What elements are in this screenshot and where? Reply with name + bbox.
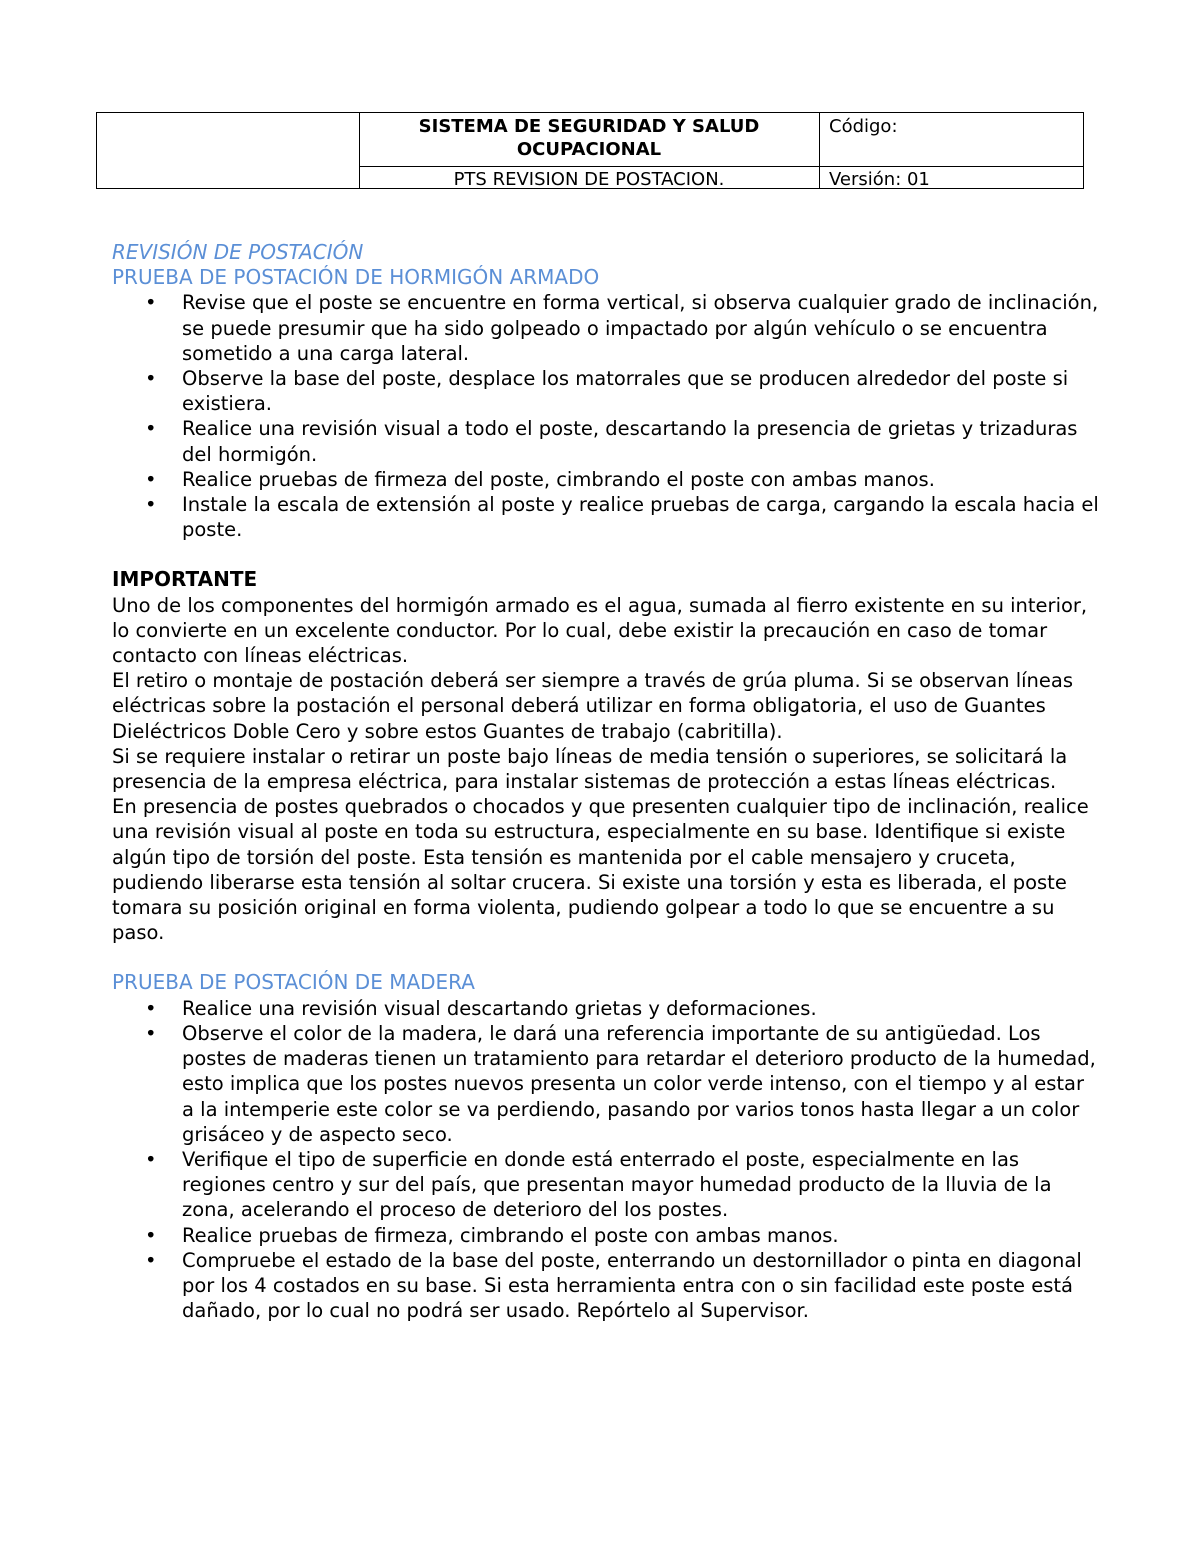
main-heading: REVISIÓN DE POSTACIÓN bbox=[112, 240, 364, 264]
list-item: • Compruebe el estado de la base del poste, enterrando un destornillador o pinta en diagonal por los 4 costados en su base. Si esta herramienta entra con o sin facilidad este poste está dañado, por lo cual no podrá ser usado. Repórtelo al Supervisor. bbox=[145, 1248, 1082, 1323]
procedure-name: PTS REVISION DE POSTACION. bbox=[453, 169, 725, 190]
section-heading-hormigon: PRUEBA DE POSTACIÓN DE HORMIGÓN ARMADO bbox=[112, 265, 600, 290]
list-item: • Instale la escala de extensión al poste y realice pruebas de carga, cargando la escala hacia el poste. bbox=[145, 493, 1099, 542]
header-divider bbox=[819, 113, 820, 188]
bullet-icon: • bbox=[145, 417, 157, 441]
madera-checklist bbox=[112, 996, 1102, 1324]
bullet-icon: • bbox=[145, 996, 157, 1020]
bullet-icon: • bbox=[145, 1147, 157, 1171]
system-title: SISTEMA DE SEGURIDAD Y SALUD OCUPACIONAL bbox=[418, 116, 760, 160]
section-heading-madera: PRUEBA DE POSTACIÓN DE MADERA bbox=[112, 970, 475, 995]
bullet-icon: • bbox=[145, 1248, 157, 1272]
list-item: • Realice pruebas de firmeza del poste, cimbrando el poste con ambas manos. bbox=[145, 467, 935, 491]
list-item: • Realice pruebas de firmeza, cimbrando el poste con ambas manos. bbox=[145, 1223, 839, 1247]
list-item: • Verifique el tipo de superficie en donde está enterrado el poste, especialmente en las regiones centro y sur del país, que presentan mayor humedad producto de la lluvia de la zona, acelerando el proceso de deterioro del los postes. bbox=[145, 1147, 1052, 1222]
hormigon-checklist bbox=[112, 290, 1102, 542]
version-label: Versión: 01 bbox=[829, 169, 930, 190]
important-paragraph: El retiro o montaje de postación deberá ser siempre a través de grúa pluma. Si se observan líneas eléctricas sobre la postación el personal deberá utilizar en forma obligatoria, el uso de Guantes Dieléctricos Doble Cero y sobre estos Guantes de trabajo (cabritilla). bbox=[112, 669, 1074, 743]
important-paragraph: Uno de los componentes del hormigón armado es el agua, sumada al fierro existente en su interior, lo convierte en un excelente conductor. Por lo cual, debe existir la precaución en caso de tomar contacto con líneas eléctricas. bbox=[112, 593, 1088, 668]
list-item: • Observe el color de la madera, le dará una referencia importante de su antigüedad. Los postes de maderas tienen un tratamiento para retardar el deterioro producto de la humedad, esto implica que los postes nuevos presenta un color verde intenso, con el tiempo y al estar a la intemperie este color se va perdiendo, pasando por varios tonos hasta llegar a un color grisáceo y de aspecto seco. bbox=[145, 1021, 1096, 1146]
document-body bbox=[112, 240, 1102, 1323]
header-table bbox=[96, 112, 1084, 189]
bullet-icon: • bbox=[145, 367, 157, 391]
important-paragraph: En presencia de postes quebrados o chocados y que presenten cualquier tipo de inclinación, realice una revisión visual al poste en toda su estructura, especialmente en su base. Identifique si existe algún tipo de torsión del poste. Esta tensión es mantenida por el cable mensajero y cruceta, pudiendo liberarse esta tensión al soltar crucera. Si existe una torsión y esta es liberada, el poste tomara su posición original en forma violenta, pudiendo golpear a todo lo que se encuentre a su paso. bbox=[112, 795, 1089, 945]
bullet-icon: • bbox=[145, 1021, 157, 1045]
bullet-icon: • bbox=[145, 291, 157, 315]
bullet-icon: • bbox=[145, 493, 157, 517]
important-paragraph: Si se requiere instalar o retirar un poste bajo líneas de media tensión o superiores, se solicitará la presencia de la empresa eléctrica, para instalar sistemas de protección a estas líneas eléctricas. bbox=[112, 744, 1068, 794]
header-divider bbox=[359, 166, 1083, 167]
bullet-icon: • bbox=[145, 1223, 157, 1247]
important-heading: IMPORTANTE bbox=[112, 567, 258, 592]
list-item: • Revise que el poste se encuentre en forma vertical, si observa cualquier grado de inclinación, se puede presumir que ha sido golpeado o impactado por algún vehículo o se encuentra sometido a una carga lateral. bbox=[145, 291, 1099, 365]
list-item: • Realice una revisión visual a todo el poste, descartando la presencia de grietas y trizaduras del hormigón. bbox=[145, 417, 1078, 466]
list-item: • Observe la base del poste, desplace los matorrales que se producen alrededor del poste si existiera. bbox=[145, 367, 1069, 416]
bullet-icon: • bbox=[145, 467, 157, 491]
code-label: Código: bbox=[829, 116, 898, 137]
list-item: • Realice una revisión visual descartando grietas y deformaciones. bbox=[145, 996, 817, 1020]
